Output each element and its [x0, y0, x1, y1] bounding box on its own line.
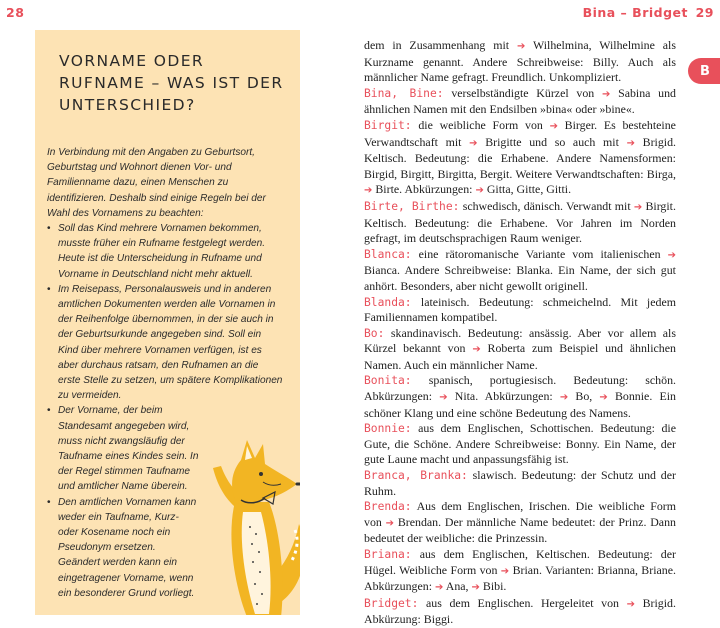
entry-text: Birgit. Keltisch. Bedeutung: die Erhabene. Vor Jahren im Norden gefragt, im deutschsprachigen Raum weniger. [364, 198, 676, 246]
entry-name: Birgit: [364, 118, 412, 132]
entry-text: aus dem Englischen, Keltischen. Bedeutung: der Hügel. Weibliche Form von [364, 547, 676, 577]
running-head: Bina – Bridget [582, 5, 688, 20]
entry-bina [364, 86, 676, 118]
arrow-right-icon: ➔ [475, 185, 484, 197]
entry-text: Wilhelmina, Wilhelmine als Kurzname genannt. Andere Schreibweise: Billy. Auch als männlicher Name gefragt. Freundlich. Unkompliziert. [364, 38, 676, 85]
right-page-number: 29 [695, 5, 714, 20]
entry-briana [364, 547, 676, 596]
entry-text: spanisch, portugiesisch. Bedeutung: schön. Abkürzungen: [364, 373, 676, 404]
thumb-tab-letter: B [688, 58, 720, 84]
entry-birgit [364, 118, 676, 199]
entry-bonnie [364, 421, 676, 468]
entry-name: Blanca: [364, 247, 412, 261]
entry-brenda [364, 499, 676, 547]
entry-text: schwedisch, dänisch. Verwandt mit [462, 198, 631, 213]
list-item: • Der Vorname, der beim Standesamt angegeben wird, muss nicht zwangsläufig der Taufname eines Kindes sein. In der Regel stimmen Taufname und amtlicher Name überein. [47, 403, 208, 494]
entry-text: Sabina und ähnlichen Namen mit den Endsilben »bina« oder »bine«. [364, 85, 676, 117]
list-item: • Soll das Kind mehrere Vornamen bekommen, musste früher ein Rufname festgelegt werden. Heute ist die Unterscheidung in Rufname und Vorname in Deutschland nicht mehr aktuell. [47, 221, 283, 282]
arrow-right-icon: ➔ [601, 88, 611, 100]
entry-name: Bonnie: [364, 422, 412, 436]
entry-text: lateinisch. Bedeutung: schmeichelnd. Mit jedem Familiennamen kompatibel. [364, 294, 676, 325]
name-entries [364, 38, 676, 628]
entry-text: Aus dem Englischen, Irischen. Die weibliche Form von [364, 499, 676, 529]
entry-bridget [364, 596, 676, 628]
arrow-right-icon: ➔ [439, 392, 448, 404]
entry-name: Briana: [364, 548, 412, 561]
arrow-right-icon: ➔ [500, 565, 510, 577]
entry-text: Brendan. Der männliche Name bedeutet: der Prinz. Dann bedeutet der weibliche: die Prinzessin. [364, 514, 676, 546]
entry-text: Brigid. Abkürzung: Biggi. [364, 595, 676, 627]
entry-text: eine rätoromanische Variante vom italienischen [418, 246, 661, 261]
entry-text: Birte. Abkürzungen: [375, 182, 473, 197]
arrow-right-icon: ➔ [385, 517, 395, 529]
info-box-intro: In Verbindung mit den Angaben zu Geburtsort, Geburtstag und Wohnort dienen Vor- und Familienname dazu, einen Menschen zu identifizieren. Deshalb sind einige Regeln bei der Wahl des Vornamens zu beachten: [47, 147, 266, 219]
arrow-right-icon: ➔ [599, 392, 608, 404]
entry-bonita [364, 373, 676, 421]
entry-text: aus dem Englischen, Schottischen. Bedeutung: die Gute, die Schöne. Andere Schreibweise: Bonny. Ein Name, der gute Laune macht und anpassungsfähig ist. [364, 421, 676, 467]
arrow-right-icon: ➔ [516, 41, 526, 52]
arrow-right-icon: ➔ [435, 582, 444, 594]
entry-text: Roberta zum Beispiel und ähnlichen Namen. Auch ein männlicher Name. [364, 341, 676, 372]
entry-text: aus dem Englischen. Hergeleitet von [426, 595, 619, 610]
arrow-right-icon: ➔ [471, 582, 480, 594]
entry-name: Bonita: [364, 374, 412, 388]
arrow-right-icon: ➔ [667, 249, 676, 261]
entry-text: Bonnie. Ein schöner Klang und eine schöne Bedeutung des Namens. [364, 389, 676, 420]
entry-text: Ana, [445, 579, 469, 594]
list-item: • Den amtlichen Vornamen kann weder ein Taufname, Kurz- oder Kosename noch ein Pseudonym ersetzen. Geändert werden kann ein eingetragener Vorname, wenn ein besonderer Grund vorliegt. [47, 495, 198, 601]
arrow-right-icon: ➔ [559, 392, 569, 404]
entry-text: slawisch. Bedeutung: der Schutz und der Ruhm. [364, 468, 676, 498]
arrow-right-icon: ➔ [626, 137, 635, 149]
fox-illustration [203, 432, 300, 615]
info-box-title: VORNAME ODER RUFNAME – WAS IST DER UNTERSCHIED? [59, 52, 284, 114]
entry-text: Brian. Varianten: Brianna, Briane. Abkürzungen: [364, 562, 676, 594]
entry-text: skandinavisch. Bedeutung: ansässig. Aber vor allem als Kürzel bekannt von [364, 325, 676, 356]
arrow-right-icon: ➔ [626, 598, 635, 610]
entry-text: Bianca. Andere Schreibweise: Blanka. Ein Name, der sich gut anhört. Besonders, aber nicht gewollt originell. [364, 263, 676, 293]
entry-name: Birte, Birthe: [364, 199, 460, 213]
arrow-right-icon: ➔ [472, 344, 481, 356]
entry-branca [364, 468, 676, 499]
entry-text: dem in Zusammenhang mit [364, 38, 510, 52]
entry-blanda [364, 295, 676, 326]
entry-text: Gitta, Gitte, Gitti. [486, 182, 572, 197]
arrow-right-icon: ➔ [633, 201, 643, 213]
entry-text: Birger. Es bestehteine Verwandtschaft mit [364, 117, 676, 149]
entry-text: Brigid. Keltisch. Bedeutung: die Erhabene. Andere Namensformen: Birgid, Birgitt, Birgitta, Bergit. Weitere Verwandtschaften: Birga, [364, 134, 677, 181]
list-item: • Im Reisepass, Personalausweis und in anderen amtlichen Dokumenten werden alle Vornamen in der Reihenfolge übernommen, in der sie auch in der Geburtsurkunde angegeben sind. Soll ein Kind über mehrere Vornamen verfügen, ist es aber durchaus ratsam, den Rufnamen an die erste Stelle zu setzen, um spätere Komplikationen zu vermeiden. [47, 282, 283, 404]
entry-text: verselbständigte Kürzel von [451, 85, 595, 100]
entry-birte [364, 199, 676, 247]
left-page-number: 28 [6, 5, 25, 20]
entry-name: Brenda: [364, 500, 412, 514]
info-box [35, 30, 300, 615]
arrow-right-icon: ➔ [469, 137, 478, 149]
entry-name: Bina, Bine: [364, 86, 444, 100]
arrow-right-icon: ➔ [364, 185, 373, 197]
entry-name: Blanda: [364, 295, 412, 309]
entry-name: Branca, Branka: [364, 469, 468, 483]
entry-text: Nita. Abkürzungen: [454, 389, 553, 404]
entry-blanca [364, 247, 676, 295]
arrow-right-icon: ➔ [549, 120, 558, 132]
entry-name: Bo: [364, 326, 385, 340]
entry-text: Bo, [575, 389, 593, 404]
entry-name: Bridget: [364, 596, 419, 610]
entry-continuation [364, 38, 676, 86]
entry-text: Bibi. [482, 579, 507, 594]
entry-text: die weibliche Form von [418, 117, 543, 132]
entry-text: Brigitte und so auch mit [485, 134, 619, 149]
entry-bo [364, 326, 676, 374]
